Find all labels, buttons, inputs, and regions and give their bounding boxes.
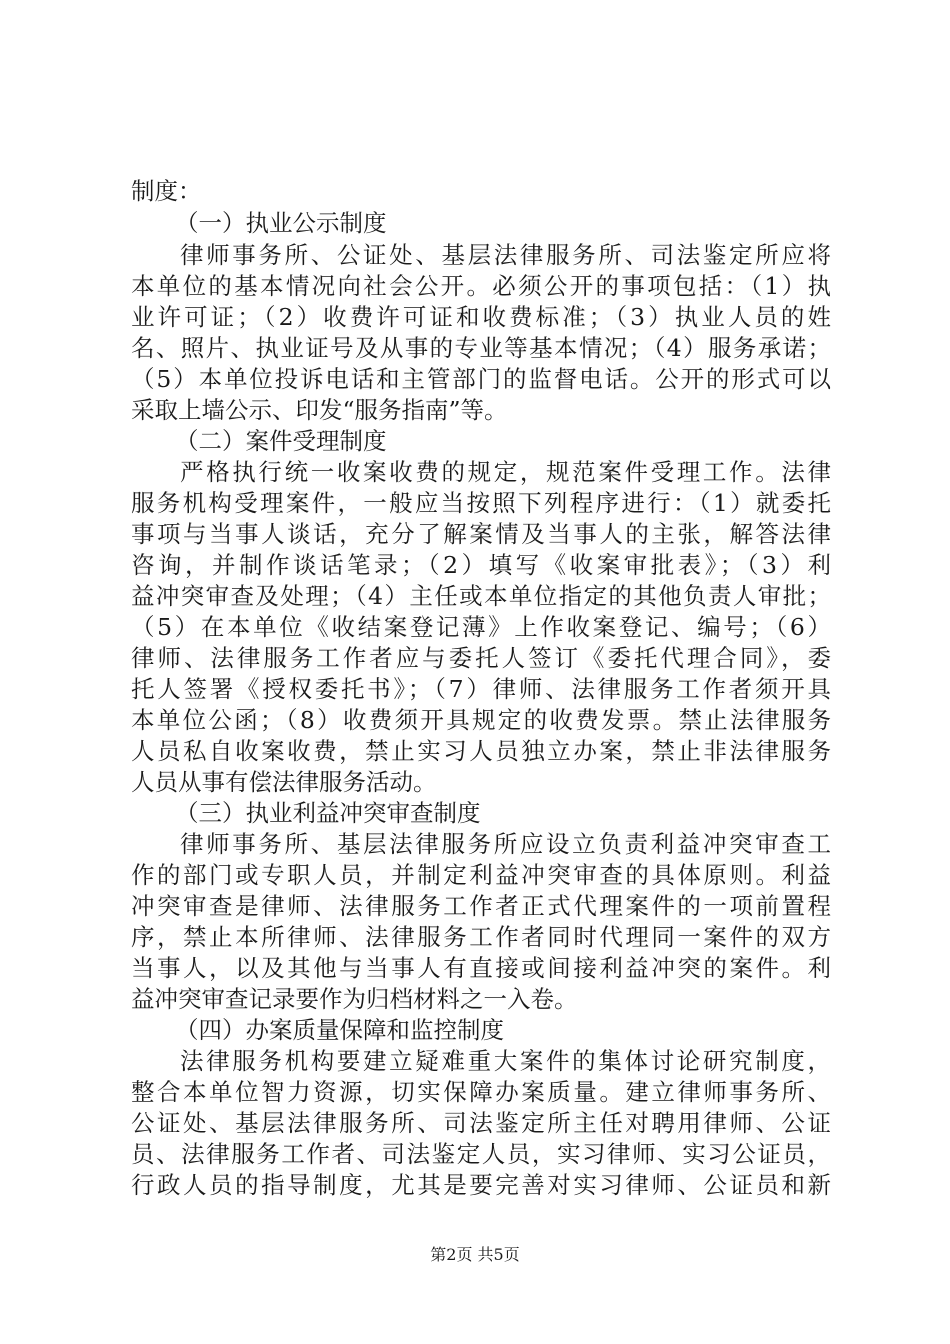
text-line: 序，禁止本所律师、法律服务工作者同时代理同一案件的双方 (131, 923, 831, 951)
text-line: 人员私自收案收费，禁止实习人员独立办案，禁止非法律服务 (131, 737, 831, 765)
paragraph-first-line: 法律服务机构要建立疑难重大案件的集体讨论研究制度， (180, 1047, 831, 1075)
section-heading: （四）办案质量保障和监控制度 (175, 1016, 504, 1044)
text-line: 公证处、基层法律服务所、司法鉴定所主任对聘用律师、公证 (131, 1109, 831, 1137)
text-line: （5）在本单位《收结案登记薄》上作收案登记、编号；（6） (131, 613, 831, 641)
text-line: 托人签署《授权委托书》；（7）律师、法律服务工作者须开具 (131, 675, 831, 703)
text-line: 事项与当事人谈话，充分了解案情及当事人的主张，解答法律 (131, 520, 831, 548)
text-line: 益冲突审查记录要作为归档材料之一入卷。 (131, 985, 578, 1013)
text-line: 员、法律服务工作者、司法鉴定人员，实习律师、实习公证员， (131, 1140, 831, 1168)
text-line: 律师、法律服务工作者应与委托人签订《委托代理合同》，委 (131, 644, 831, 672)
text-line: 行政人员的指导制度，尤其是要完善对实习律师、公证员和新 (131, 1171, 831, 1199)
text-line: （5）本单位投诉电话和主管部门的监督电话。公开的形式可以 (131, 365, 831, 393)
text-line: 名、照片、执业证号及从事的专业等基本情况；（4）服务承诺； (131, 334, 831, 362)
paragraph-first-line: 律师事务所、公证处、基层法律服务所、司法鉴定所应将 (180, 241, 831, 269)
text-line: 本单位公函；（8）收费须开具规定的收费发票。禁止法律服务 (131, 706, 831, 734)
text-line: 业许可证；（2）收费许可证和收费标准；（3）执业人员的姓 (131, 303, 831, 331)
page-footer (0, 1244, 950, 1266)
text-line: 整合本单位智力资源，切实保障办案质量。建立律师事务所、 (131, 1078, 831, 1106)
section-heading: （三）执业利益冲突审查制度 (175, 799, 481, 827)
text-line: 服务机构受理案件，一般应当按照下列程序进行：（1）就委托 (131, 489, 831, 517)
text-line: 益冲突审查及处理；（4）主任或本单位指定的其他负责人审批； (131, 582, 831, 610)
text-line: 人员从事有偿法律服务活动。 (131, 768, 437, 796)
text-line: 制度： (131, 177, 202, 205)
paragraph-first-line: 律师事务所、基层法律服务所应设立负责利益冲突审查工 (180, 830, 831, 858)
page-number: 第2页 共5页 (430, 1245, 520, 1264)
text-line: 采取上墙公示、印发“服务指南”等。 (131, 396, 508, 424)
text-line: 冲突审查是律师、法律服务工作者正式代理案件的一项前置程 (131, 892, 831, 920)
text-line: 当事人，以及其他与当事人有直接或间接利益冲突的案件。利 (131, 954, 831, 982)
text-line: 咨询，并制作谈话笔录；（2）填写《收案审批表》；（3）利 (131, 551, 831, 579)
section-heading: （二）案件受理制度 (175, 427, 387, 455)
paragraph-first-line: 严格执行统一收案收费的规定，规范案件受理工作。法律 (180, 458, 831, 486)
text-line: 作的部门或专职人员，并制定利益冲突审查的具体原则。利益 (131, 861, 831, 889)
text-line: 本单位的基本情况向社会公开。必须公开的事项包括：（1）执 (131, 272, 831, 300)
section-heading: （一）执业公示制度 (175, 209, 387, 237)
